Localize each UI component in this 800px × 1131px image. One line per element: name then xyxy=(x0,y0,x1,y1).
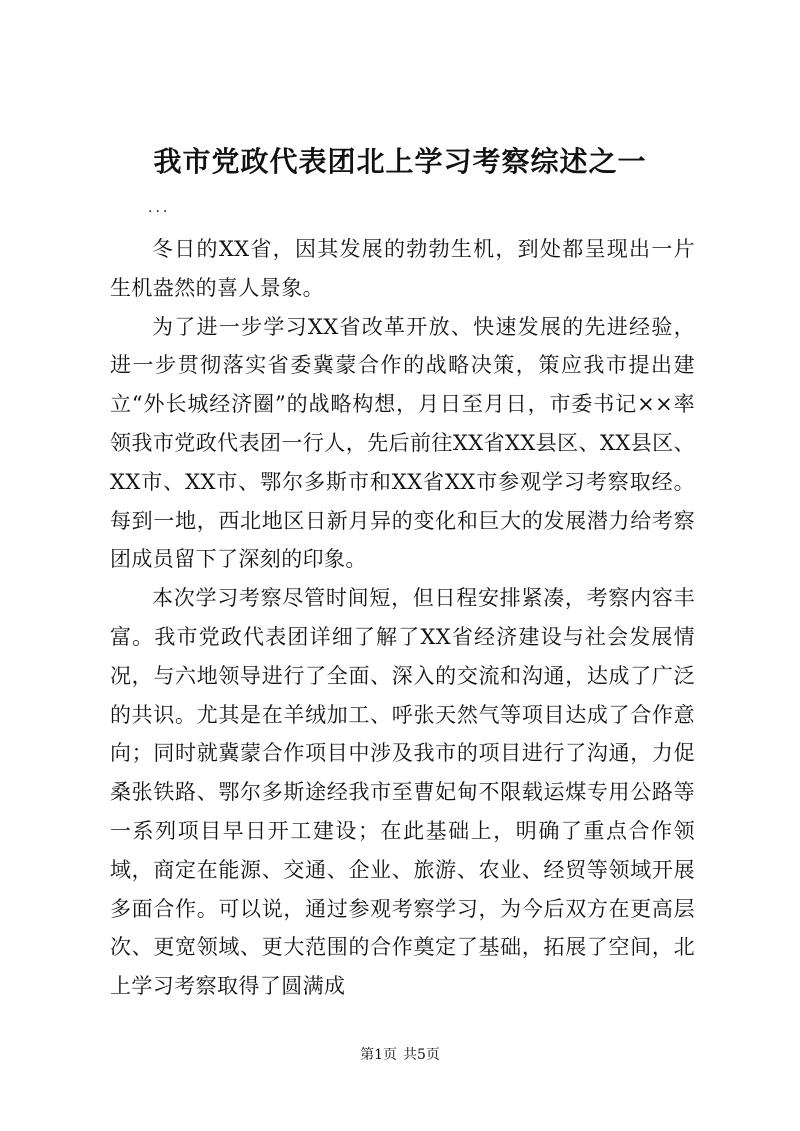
paragraph-2: 为了进一步学习XX省改革开放、快速发展的先进经验，进一步贯彻落实省委冀蒙合作的战略决策，策应我市提出建立“外长城经济圈”的战略构想，月日至月日，市委书记××率领我市党政代表团一行人，先后前往XX省XX县区、XX县区、XX市、XX市、鄂尔多斯市和XX省XX市参观学习考察取经。每到一地，西北地区日新月异的变化和巨大的发展潜力给考察团成员留下了深刻的印象。 xyxy=(110,314,695,572)
paragraph-1: 冬日的XX省，因其发展的勃勃生机，到处都呈现出一片生机盎然的喜人景象。 xyxy=(110,237,695,300)
paragraph-3: 本次学习考察尽管时间短，但日程安排紧凑，考察内容丰富。我市党政代表团详细了解了XX省经济建设与社会发展情况，与六地领导进行了全面、深入的交流和沟通，达成了广泛的共识。尤其是在羊绒加工、呼张天然气等项目达成了合作意向；同时就冀蒙合作项目中涉及我市的项目进行了沟通，力促桑张铁路、鄂尔多斯途经我市至曹妃甸不限载运煤专用公路等一系列项目早日开工建设；在此基础上，明确了重点合作领域，商定在能源、交通、企业、旅游、农业、经贸等领域开展多面合作。可以说，通过参观考察学习，为今后双方在更高层次、更宽领域、更大范围的合作奠定了基础，拓展了空间，北上学习考察取得了圆满成 xyxy=(110,586,695,999)
page-number: 第1页 xyxy=(360,1047,397,1063)
document-body xyxy=(110,230,695,1006)
page-footer xyxy=(0,1045,800,1065)
page-total: 共5页 xyxy=(403,1047,440,1063)
page-title: 我市党政代表团北上学习考察综述之一 xyxy=(153,145,647,178)
ellipsis-marker: ... xyxy=(148,200,171,216)
